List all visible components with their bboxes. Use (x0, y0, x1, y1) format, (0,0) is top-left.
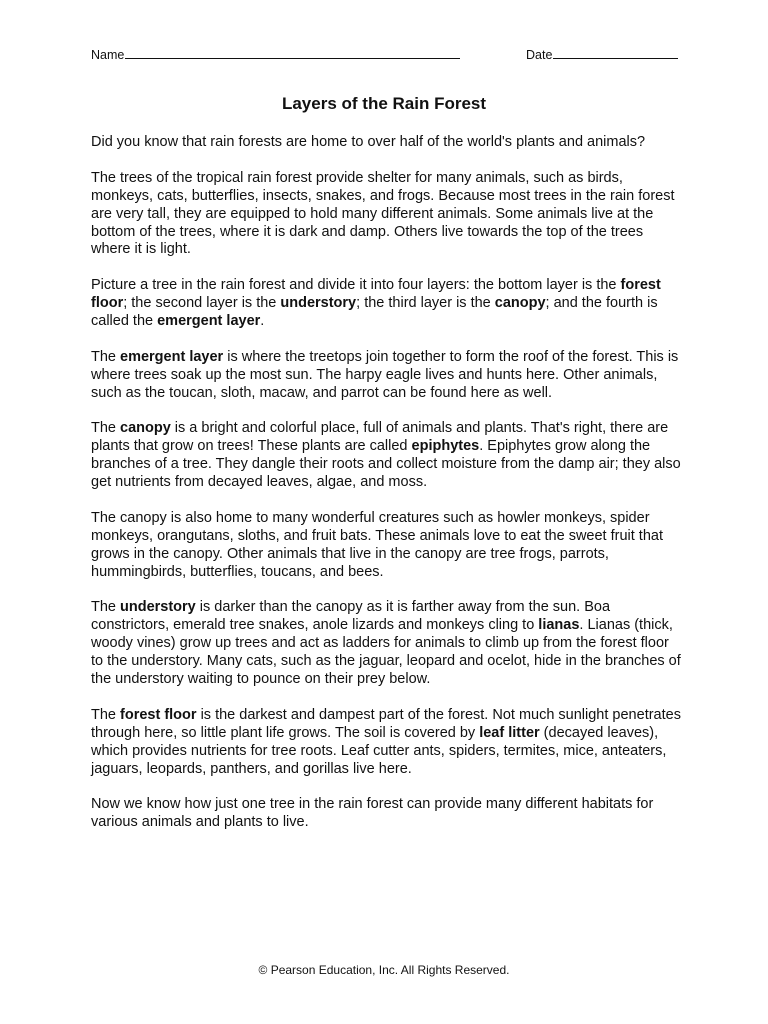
bold-term: emergent layer (120, 348, 224, 365)
paragraph (91, 134, 681, 152)
paragraph (91, 420, 681, 492)
text-run: The (91, 706, 121, 723)
bold-term: understory (120, 599, 196, 616)
text-run: . Epiphytes grow along the branches of a tree. They dangle their roots and collect moisture from the damp air; they also get nutrients from decayed leaves, algae, and moss. (91, 438, 681, 491)
paragraph (91, 277, 681, 331)
bold-term: forest floor (91, 277, 661, 312)
text-run: Now we know how just one tree in the rain forest can provide many different habitats for various animals and plants to live. (91, 796, 654, 831)
text-run: is the darkest and dampest part of the forest. Not much sunlight penetrates through here, so little plant life grows. The soil is covered by (91, 706, 681, 741)
text-run: Did you know that rain forests are home to over half of the world's plants and animals? (91, 134, 646, 150)
bold-term: leaf litter (479, 724, 540, 741)
name-label: Name (91, 48, 125, 62)
text-run: ; the second layer is the (123, 295, 281, 312)
text-run: Picture a tree in the rain forest and divide it into four layers: the bottom layer is the (91, 277, 621, 294)
text-run: The (91, 348, 121, 365)
date-field[interactable] (526, 44, 678, 65)
paragraph (91, 170, 681, 260)
paragraph (91, 796, 681, 832)
text-run: (decayed leaves), which provides nutrients for tree roots. Leaf cutter ants, spiders, termites, mice, anteaters, jaguars, leopards, panthers, and gorillas live here. (91, 724, 667, 777)
bold-term: understory (280, 295, 357, 312)
paragraph (91, 349, 681, 403)
copyright-footer: © Pearson Education, Inc. All Rights Reserved. (258, 963, 510, 977)
text-run: The canopy is also home to many wonderful creatures such as howler monkeys, spider monkeys, orangutans, sloths, and fruit bats. These animals love to eat the sweet fruit that grows in the canopy. Other animals that live in the canopy are tree frogs, parrots, hummingbirds, butterflies, toucans, and bees. (91, 509, 663, 580)
paragraph (91, 707, 681, 779)
text-run: . (260, 313, 265, 330)
paragraph (91, 599, 681, 689)
text-run: is darker than the canopy as it is farther away from the sun. Boa constrictors, emerald tree snakes, anole lizards and monkeys cling to (91, 599, 611, 634)
header-fields (91, 44, 678, 64)
name-field[interactable] (91, 44, 460, 65)
name-blank-line[interactable] (125, 44, 460, 59)
date-blank-line[interactable] (553, 44, 678, 59)
text-run: ; the third layer is the (356, 295, 495, 312)
bold-term: epiphytes (411, 438, 480, 455)
text-run: The trees of the tropical rain forest provide shelter for many animals, such as birds, monkeys, cats, butterflies, insects, snakes, and frogs. Because most trees in the rain forest are very tall, they are equipped to hold many different animals. Some animals live at the bottom of the trees, where it is dark and damp. Others live towards the top of the trees where it is light. (91, 169, 675, 258)
bold-term: lianas (538, 617, 580, 634)
text-run: ; and the fourth is called the (91, 295, 658, 330)
text-run: is a bright and colorful place, full of animals and plants. That's right, there are plants that grow on trees! These plants are called (91, 420, 669, 455)
date-label: Date (526, 48, 553, 62)
bold-term: canopy (120, 420, 171, 437)
bold-term: emergent layer (157, 313, 261, 330)
article-body (91, 134, 681, 850)
bold-term: canopy (494, 295, 546, 312)
text-run: is where the treetops join together to form the roof of the forest. This is where trees soak up the most sun. The harpy eagle lives and hunts here. Other animals, such as the toucan, sloth, macaw, and parrot can be found here as well. (91, 348, 679, 401)
bold-term: forest floor (120, 706, 197, 723)
text-run: The (91, 599, 121, 616)
paragraph (91, 510, 681, 582)
text-run: The (91, 420, 121, 437)
text-run: . Lianas (thick, woody vines) grow up trees and act as ladders for animals to climb up from the forest floor to the understory. Many cats, such as the jaguar, leopard and ocelot, hide in the branches of the understory waiting to pounce on their prey below. (91, 617, 681, 688)
page-title: Layers of the Rain Forest (281, 94, 487, 113)
